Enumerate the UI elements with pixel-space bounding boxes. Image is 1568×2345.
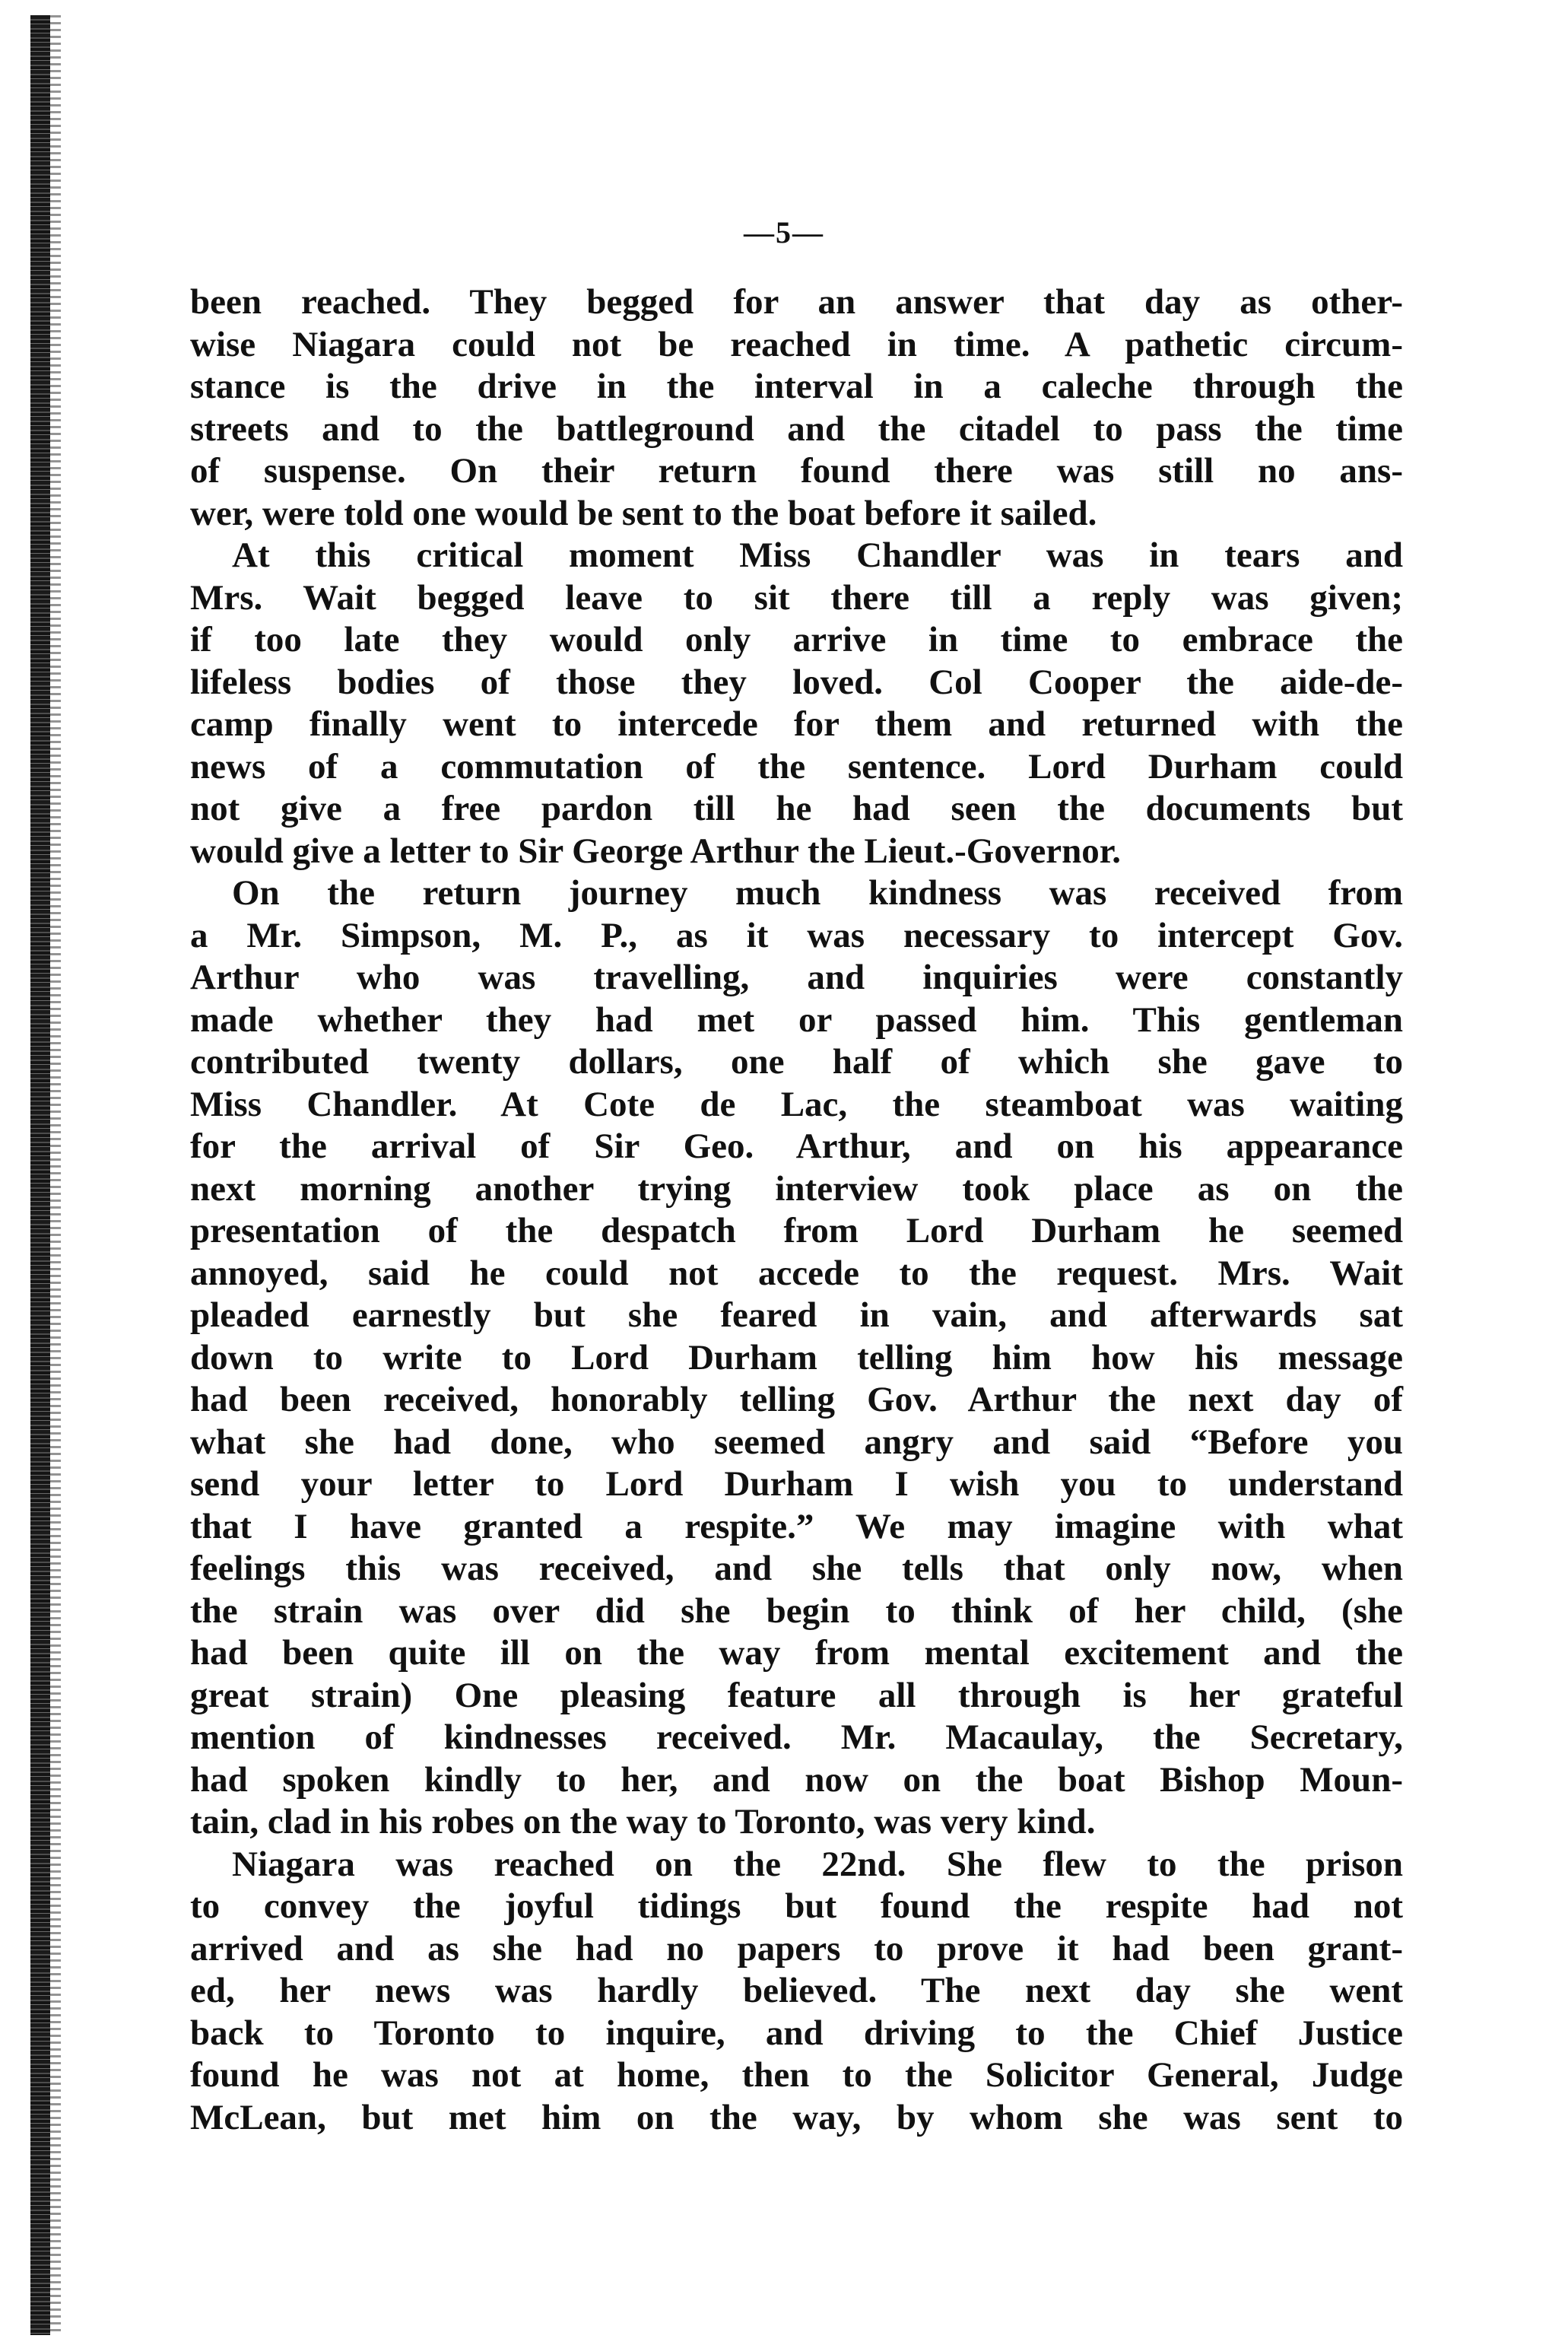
scanned-binding-edge — [30, 15, 50, 2335]
text-line: news of a commutation of the sentence. Lord Durham could — [190, 746, 1403, 786]
text-line: McLean, but met him on the way, by whom she was sent to — [190, 2097, 1403, 2137]
text-line: great strain) One pleasing feature all through is her grateful — [190, 1675, 1403, 1715]
text-line: annoyed, said he could not accede to the request. Mrs. Wait — [190, 1253, 1403, 1293]
text-line: presentation of the despatch from Lord Durham he seemed — [190, 1211, 1403, 1250]
text-line: for the arrival of Sir Geo. Arthur, and on his appearance — [190, 1126, 1403, 1166]
text-line: feelings this was received, and she tells that only now, when — [190, 1549, 1403, 1588]
text-line: had been quite ill on the way from mental excitement and the — [190, 1633, 1403, 1673]
text-line: stance is the drive in the interval in a caleche through the — [190, 367, 1403, 406]
text-line: lifeless bodies of those they loved. Col Cooper the aide-de- — [190, 662, 1403, 702]
text-line: next morning another trying interview took place as on the — [190, 1168, 1403, 1209]
text-line: what she had done, who seemed angry and said “Before you — [190, 1422, 1403, 1462]
text-line: Miss Chandler. At Cote de Lac, the steamboat was waiting — [190, 1084, 1403, 1124]
text-line: contributed twenty dollars, one half of which she gave to — [190, 1042, 1403, 1082]
text-line: of suspense. On their return found there was still no ans- — [190, 451, 1403, 491]
text-line: mention of kindnesses received. Mr. Macaulay, the Secretary, — [190, 1717, 1403, 1757]
text-line: On the return journey much kindness was received from — [232, 873, 1403, 913]
text-line: the strain was over did she begin to think of her child, (she — [190, 1590, 1403, 1631]
text-line: would give a letter to Sir George Arthur the Lieut.-Governor. — [190, 831, 1122, 871]
text-line: had spoken kindly to her, and now on the boat Bishop Moun- — [190, 1759, 1403, 1800]
text-line: had been received, honorably telling Gov. Arthur the next day of — [190, 1380, 1403, 1419]
text-line: streets and to the battleground and the citadel to pass the time — [190, 408, 1403, 449]
text-line: ed, her news was hardly believed. The next day she went — [190, 1971, 1403, 2010]
body-text — [190, 281, 1403, 2139]
text-line: wer, were told one would be sent to the boat before it sailed. — [190, 493, 1097, 533]
text-line: made whether they had met or passed him. This gentleman — [190, 999, 1403, 1040]
text-line: Arthur who was travelling, and inquiries were constantly — [190, 958, 1403, 997]
text-line: Mrs. Wait begged leave to sit there till a reply was given; — [190, 577, 1403, 618]
text-line: not give a free pardon till he had seen the documents but — [190, 789, 1403, 828]
text-line: back to Toronto to inquire, and driving to the Chief Justice — [190, 2013, 1403, 2053]
text-line: if too late they would only arrive in time to embrace the — [190, 620, 1403, 659]
text-line: send your letter to Lord Durham I wish you to understand — [190, 1464, 1403, 1504]
text-line: tain, clad in his robes on the way to Toronto, was very kind. — [190, 1802, 1096, 1841]
text-line: been reached. They begged for an answer that day as other- — [190, 282, 1403, 322]
text-line: arrived and as she had no papers to prove it had been grant- — [190, 1928, 1403, 1968]
text-line: camp finally went to intercede for them and returned with the — [190, 704, 1403, 744]
text-line: Niagara was reached on the 22nd. She flew to the prison — [232, 1844, 1403, 1884]
text-line: found he was not at home, then to the Solicitor General, Judge — [190, 2055, 1403, 2095]
text-line: to convey the joyful tidings but found the respite had not — [190, 1886, 1403, 1926]
text-line: that I have granted a respite.” We may imagine with what — [190, 1506, 1403, 1546]
text-line: a Mr. Simpson, M. P., as it was necessary to intercept Gov. — [190, 915, 1403, 955]
page-number: —5— — [744, 215, 824, 249]
text-line: wise Niagara could not be reached in time. A pathetic circum- — [190, 324, 1403, 364]
text-line: At this critical moment Miss Chandler was in tears and — [232, 535, 1403, 575]
text-line: down to write to Lord Durham telling him how his message — [190, 1337, 1403, 1377]
text-line: pleaded earnestly but she feared in vain, and afterwards sat — [190, 1295, 1403, 1335]
